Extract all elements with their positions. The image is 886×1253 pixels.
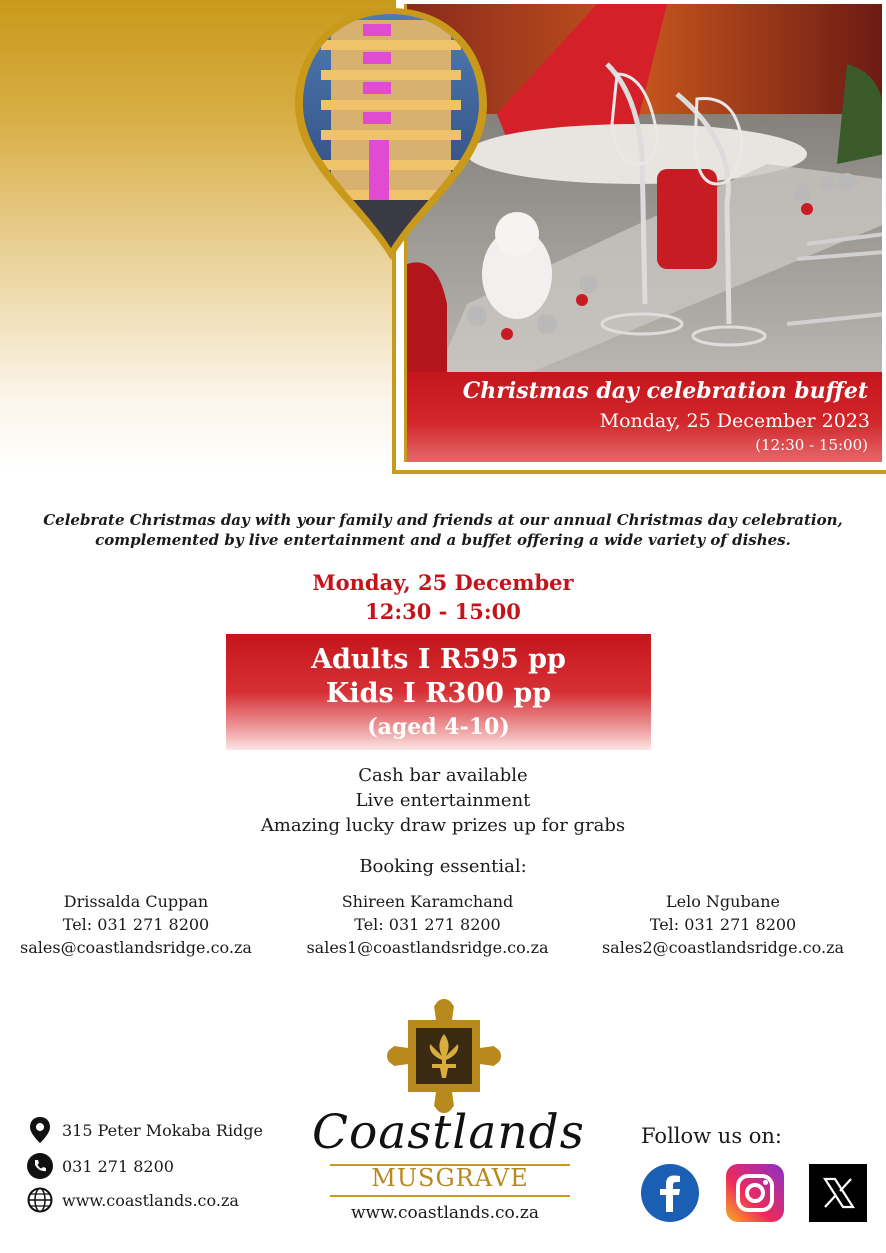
contact-name: Shireen Karamchand xyxy=(341,892,514,911)
banner-date: Monday, 25 December 2023 xyxy=(599,410,870,432)
kids-age-note: (aged 4-10) xyxy=(367,714,510,740)
address-text: 315 Peter Mokaba Ridge xyxy=(62,1120,264,1140)
contact-card xyxy=(295,890,560,959)
logo-subtitle: MUSGRAVE xyxy=(371,1164,529,1192)
contact-tel[interactable]: Tel: 031 271 8200 xyxy=(62,915,210,934)
logo-wordmark: Coastlands xyxy=(312,1105,585,1160)
hotel-location-pin xyxy=(291,0,491,260)
website-text[interactable]: www.coastlands.co.za xyxy=(62,1190,239,1210)
logo-divider xyxy=(330,1195,570,1197)
feature-item: Live entertainment xyxy=(355,790,531,811)
kids-price: Kids I R300 pp xyxy=(325,678,552,709)
contact-email[interactable]: sales1@coastlandsridge.co.za xyxy=(306,938,549,957)
event-date: Monday, 25 December xyxy=(312,570,574,595)
phone-text[interactable]: 031 271 8200 xyxy=(62,1156,174,1176)
adult-price: Adults I R595 pp xyxy=(311,644,566,675)
website-row xyxy=(26,1186,239,1214)
intro-line-1: Celebrate Christmas day with your family and friends at our annual Christmas day celebration, xyxy=(43,511,843,529)
fleur-de-lis-emblem-icon xyxy=(386,998,502,1114)
feature-list xyxy=(0,763,886,838)
contact-card xyxy=(10,890,262,959)
banner-title: Christmas day celebration buffet xyxy=(462,378,868,404)
contact-name: Lelo Ngubane xyxy=(665,892,781,911)
logo-website[interactable]: www.coastlands.co.za xyxy=(351,1203,539,1223)
title-banner xyxy=(404,372,882,462)
instagram-icon[interactable] xyxy=(726,1164,784,1222)
contact-tel[interactable]: Tel: 031 271 8200 xyxy=(649,915,797,934)
intro-text xyxy=(0,510,886,550)
contact-name: Drissalda Cuppan xyxy=(63,892,209,911)
contact-email[interactable]: sales@coastlandsridge.co.za xyxy=(20,938,252,957)
feature-item: Cash bar available xyxy=(358,765,528,786)
facebook-icon[interactable] xyxy=(641,1164,699,1222)
phone-row xyxy=(26,1152,174,1180)
follow-us-label: Follow us on: xyxy=(641,1124,783,1148)
event-time: 12:30 - 15:00 xyxy=(365,599,521,624)
event-datetime xyxy=(0,568,886,626)
contact-tel[interactable]: Tel: 031 271 8200 xyxy=(354,915,501,934)
banner-time: (12:30 - 15:00) xyxy=(755,436,868,454)
x-icon[interactable] xyxy=(809,1164,867,1222)
address-row xyxy=(26,1116,263,1144)
contact-card xyxy=(592,890,854,959)
location-pin-icon xyxy=(26,1116,54,1144)
booking-heading: Booking essential: xyxy=(359,856,527,877)
feature-item: Amazing lucky draw prizes up for grabs xyxy=(260,815,626,836)
contact-email[interactable]: sales2@coastlandsridge.co.za xyxy=(601,938,845,957)
globe-icon xyxy=(26,1186,54,1214)
phone-icon xyxy=(26,1152,54,1180)
intro-line-2: complemented by live entertainment and a buffet offering a wide variety of dishes. xyxy=(95,531,791,549)
pricing-box xyxy=(226,634,651,750)
